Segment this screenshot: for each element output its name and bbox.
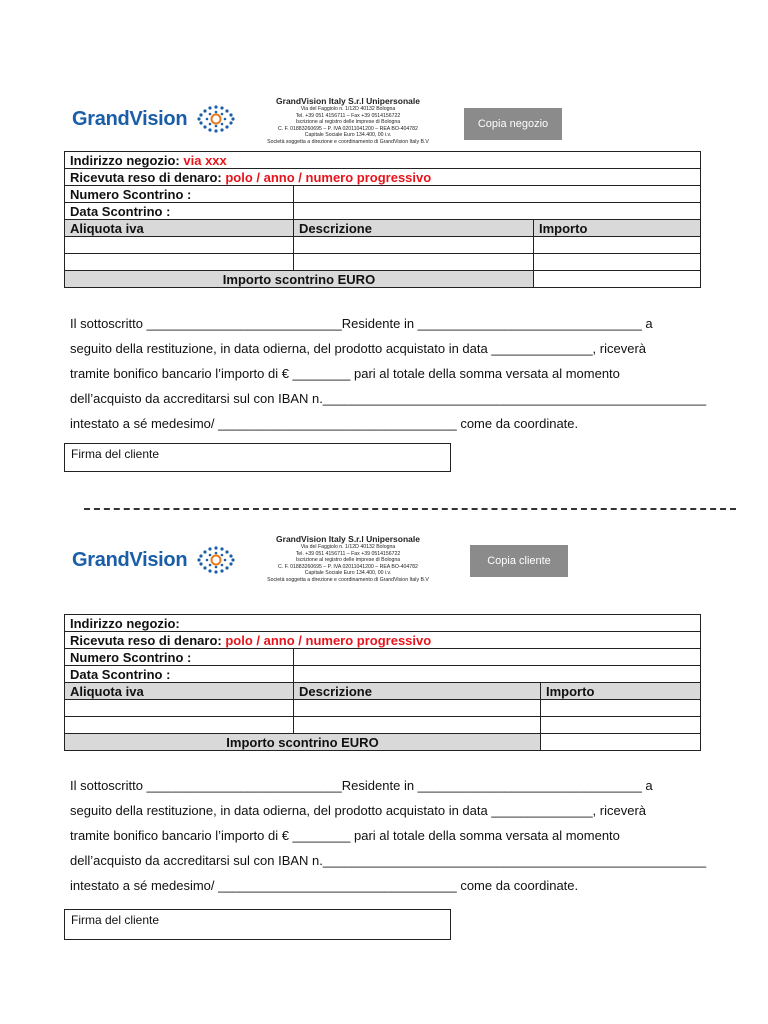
logo-text: GrandVision [72, 548, 188, 571]
table-row [65, 186, 701, 203]
table-row [65, 666, 701, 683]
signature-box[interactable] [64, 909, 451, 940]
column-header-iva: Aliquota iva [65, 220, 294, 237]
column-header-iva: Aliquota iva [65, 683, 294, 700]
store-address-label: Indirizzo negozio: [70, 615, 180, 631]
company-name: GrandVision Italy S.r.l Unipersonale [276, 96, 420, 106]
table-row [65, 254, 701, 271]
copy-badge: Copia cliente [470, 545, 568, 577]
signature-label: Firma del cliente [71, 913, 160, 927]
store-address-cell [65, 152, 701, 169]
company-line: Via del Faggiolo n. 1/12D 40132 Bologna [300, 544, 396, 550]
total-row [65, 734, 701, 751]
table-cell[interactable] [541, 717, 701, 734]
scontrino-date-field[interactable] [294, 203, 701, 220]
receipt-value: polo / anno / numero progressivo [225, 169, 432, 185]
paragraph-line: intestato a sé medesimo/ _________________________________ come da coordinate. [70, 416, 579, 431]
copy-badge: Copia negozio [464, 108, 562, 140]
paragraph-line: seguito della restituzione, in data odierna, del prodotto acquistato in data ______________, riceverà [70, 803, 647, 818]
column-header-amount: Importo [541, 683, 701, 700]
table-cell[interactable] [534, 237, 701, 254]
receipt-table [64, 151, 701, 288]
paragraph-line: dell’acquisto da accreditarsi sul con IBAN n._____________________________________________________ [70, 853, 707, 868]
grandvision-logo [72, 104, 237, 134]
receipt-cell [65, 632, 701, 649]
store-address-label: Indirizzo negozio: [70, 152, 180, 168]
table-cell[interactable] [65, 237, 294, 254]
column-header-description: Descrizione [294, 683, 541, 700]
company-line: Iscrizione al registro delle imprese di Bologna [295, 119, 401, 125]
paragraph-line: tramite bonifico bancario l’importo di € ________ pari al totale della somma versata al momento [70, 366, 620, 381]
table-cell[interactable] [294, 700, 541, 717]
table-row [65, 169, 701, 186]
total-amount-field[interactable] [534, 271, 701, 288]
receipt-label: Ricevuta reso di denaro: [70, 169, 222, 185]
scontrino-date-label: Data Scontrino : [65, 203, 294, 220]
grandvision-logo-icon [195, 545, 237, 575]
paragraph-line: intestato a sé medesimo/ _________________________________ come da coordinate. [70, 878, 579, 893]
company-info [260, 96, 436, 145]
column-header-description: Descrizione [294, 220, 534, 237]
total-row [65, 271, 701, 288]
table-cell[interactable] [294, 237, 534, 254]
paragraph-line: Il sottoscritto ___________________________Residente in _______________________________ a [70, 316, 653, 331]
signature-label: Firma del cliente [71, 447, 160, 461]
store-address-value: via xxx [183, 152, 227, 168]
table-cell[interactable] [294, 717, 541, 734]
paragraph-line: tramite bonifico bancario l’importo di € ________ pari al totale della somma versata al momento [70, 828, 620, 843]
receipt-value: polo / anno / numero progressivo [225, 632, 432, 648]
table-row [65, 237, 701, 254]
table-row [65, 203, 701, 220]
paragraph-line: Il sottoscritto ___________________________Residente in _______________________________ a [70, 778, 653, 793]
table-row [65, 615, 701, 632]
company-line: Società soggetta a direzione e coordinamento di GrandVision Italy B.V [267, 138, 429, 145]
table-cell[interactable] [534, 254, 701, 271]
company-line: Capitale Sociale Euro 134.400, 00 i.v. [304, 570, 392, 576]
company-line: Tel. +39 051 4156711 – Fax +39 0514156722 [295, 112, 401, 119]
scontrino-date-label: Data Scontrino : [65, 666, 294, 683]
company-line: Tel. +39 051 4156711 – Fax +39 0514156722 [295, 550, 401, 557]
table-row [65, 700, 701, 717]
company-line: Società soggetta a direzione e coordinamento di GrandVision Italy B.V [267, 576, 429, 583]
company-line: Via del Faggiolo n. 1/12D 40132 Bologna [300, 106, 396, 112]
company-info [260, 534, 436, 583]
table-cell[interactable] [65, 700, 294, 717]
scontrino-number-field[interactable] [294, 186, 701, 203]
grandvision-logo [72, 545, 237, 575]
company-line: C. F. 01883260695 – P. IVA 02011041200 – REA BO-404782 [278, 125, 418, 132]
declaration-paragraph [70, 773, 710, 898]
table-row [65, 632, 701, 649]
scontrino-date-field[interactable] [294, 666, 701, 683]
logo-text: GrandVision [72, 107, 188, 130]
table-header-row [65, 220, 701, 237]
scontrino-number-label: Numero Scontrino : [65, 649, 294, 666]
total-label: Importo scontrino EURO [65, 271, 534, 288]
receipt-table [64, 614, 701, 751]
table-cell[interactable] [65, 254, 294, 271]
scontrino-number-field[interactable] [294, 649, 701, 666]
signature-box[interactable] [64, 443, 451, 472]
company-line: Iscrizione al registro delle imprese di Bologna [295, 557, 401, 563]
table-header-row [65, 683, 701, 700]
company-line: C. F. 01883260695 – P. IVA 02011041200 – REA BO-404782 [278, 563, 418, 570]
table-row [65, 649, 701, 666]
table-cell[interactable] [65, 717, 294, 734]
column-header-amount: Importo [534, 220, 701, 237]
company-line: Capitale Sociale Euro 134.400, 00 i.v. [304, 132, 392, 138]
grandvision-logo-icon [195, 104, 237, 134]
total-label: Importo scontrino EURO [65, 734, 541, 751]
declaration-paragraph [70, 311, 710, 436]
paragraph-line: seguito della restituzione, in data odierna, del prodotto acquistato in data ______________, riceverà [70, 341, 647, 356]
company-name: GrandVision Italy S.r.l Unipersonale [276, 534, 420, 544]
table-row [65, 152, 701, 169]
receipt-cell [65, 169, 701, 186]
table-cell[interactable] [541, 700, 701, 717]
table-cell[interactable] [294, 254, 534, 271]
scontrino-number-label: Numero Scontrino : [65, 186, 294, 203]
receipt-label: Ricevuta reso di denaro: [70, 632, 222, 648]
table-row [65, 717, 701, 734]
paragraph-line: dell’acquisto da accreditarsi sul con IBAN n._____________________________________________________ [70, 391, 707, 406]
total-amount-field[interactable] [541, 734, 701, 751]
cut-line-divider [84, 508, 736, 510]
store-address-cell [65, 615, 701, 632]
